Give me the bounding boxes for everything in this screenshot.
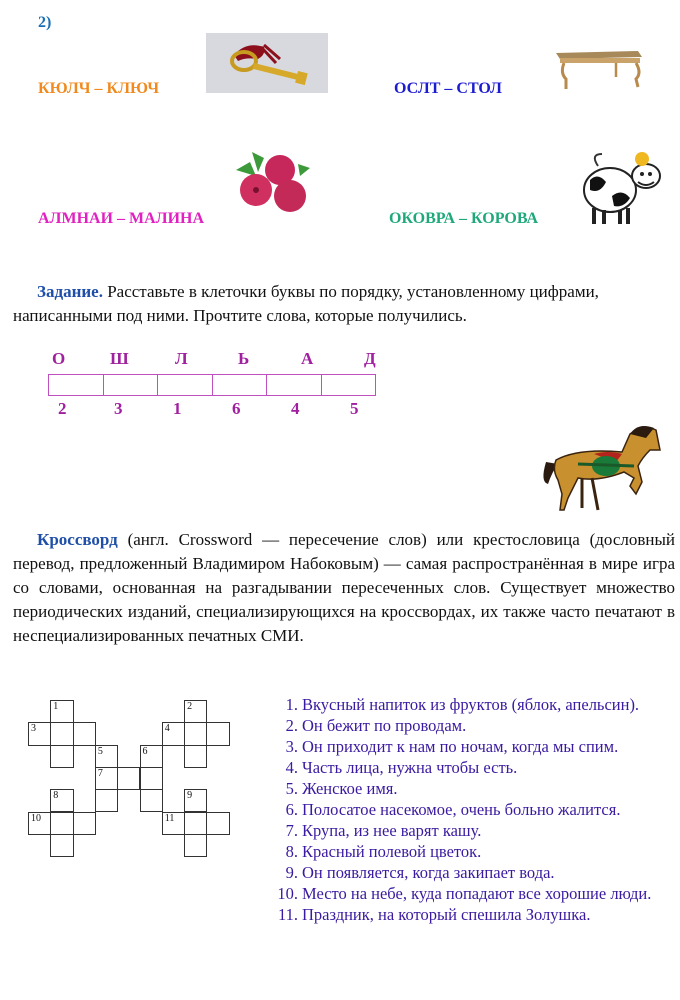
crossword-intro-paragraph [13,528,675,648]
clue-text: Праздник, на который спешила Золушка. [302,905,591,924]
crossword-cell[interactable] [73,812,96,835]
crossword-cell-number: 1 [53,701,59,712]
puzzle-letter: А [301,349,314,368]
clue-item [270,736,670,757]
anagram-pair-cow: ОКОВРА – КОРОВА [389,210,539,227]
puzzle-letter: Д [364,349,376,368]
clue-number: 5. [285,779,298,798]
crossword-cell[interactable] [206,722,229,745]
order-digit: 1 [173,399,182,418]
puzzle-letter: О [52,349,66,368]
clue-number: 4. [285,758,298,777]
crossword-cell-number: 5 [97,745,103,757]
table-icon [552,45,644,95]
puzzle-letter: Ь [238,349,250,368]
clue-text: Он приходит к нам по ночам, когда мы спим. [302,737,619,756]
crossword-cell-number: 4 [164,723,170,735]
anagram-pair-raspberry: АЛМНАИ – МАЛИНА [38,210,205,227]
order-digit: 5 [350,399,359,418]
clue-text: Полосатое насекомое, очень больно жалится. [302,800,621,819]
anagram-pair-key: КЮЛЧ – КЛЮЧ [38,80,160,97]
clue-text: Он появляется, когда закипает вода. [302,863,555,882]
clue-text: Крупа, из нее варят кашу. [302,821,482,840]
crossword-cell[interactable] [50,745,73,768]
crossword-cell[interactable] [50,834,73,857]
crossword-cell[interactable] [140,745,163,768]
crossword-cell[interactable] [184,834,207,857]
anagram-pair-table: ОСЛТ – СТОЛ [394,80,502,97]
crossword-cell-number: 7 [97,767,103,779]
crossword-cell[interactable] [162,812,185,835]
crossword-cell-number: 9 [187,790,193,802]
crossword-cell[interactable] [28,812,51,835]
crossword-cell[interactable] [140,767,163,790]
clue-number: 9. [285,863,298,882]
answer-cell[interactable] [158,375,213,395]
golden-key-icon [206,33,328,93]
clue-text: Женское имя. [302,779,398,798]
crossword-cell[interactable] [95,789,118,812]
task-lead: Задание. [37,282,103,301]
answer-cell[interactable] [104,375,159,395]
clue-item [270,694,670,715]
answer-cell[interactable] [49,375,104,395]
clue-text: Красный полевой цветок. [302,842,482,861]
clue-item [270,715,670,736]
order-digit: 6 [232,399,241,418]
answer-cell[interactable] [213,375,268,395]
order-digit: 2 [58,399,67,418]
clue-list [270,694,670,925]
clue-item [270,841,670,862]
clue-text: Место на небе, куда попадают все хорошие люди. [302,884,652,903]
crossword-cell[interactable] [184,722,207,745]
cow-icon [580,150,666,228]
clue-text: Вкусный напиток из фруктов (яблок, апельсин). [302,695,640,714]
clue-item [270,820,670,841]
clue-item [270,883,670,904]
clue-item [270,862,670,883]
crossword-cell[interactable] [184,745,207,768]
clue-number: 1. [285,695,298,714]
puzzle-letter: Л [175,349,188,368]
crossword-cell[interactable] [184,700,207,723]
crossword-cell[interactable] [50,789,73,812]
clue-number: 8. [285,842,298,861]
clue-text: Он бежит по проводам. [302,716,467,735]
clue-number: 11. [277,905,298,924]
crossword-cell[interactable] [117,767,140,790]
clue-number: 2. [285,716,298,735]
crossword-cell-number: 11 [164,812,175,824]
crossword-cell-number: 10 [31,812,41,824]
crossword-cell[interactable] [95,767,118,790]
answer-cells [48,374,376,396]
clue-text: Часть лица, нужна чтобы есть. [302,758,518,777]
crossword-cell[interactable] [162,722,185,745]
crossword-cell-number: 6 [142,745,148,757]
crossword-cell[interactable] [73,722,96,745]
answer-cell[interactable] [322,375,376,395]
clue-number: 7. [285,821,298,840]
clue-number: 6. [285,800,298,819]
crossword-cell[interactable] [50,700,73,723]
answer-cell[interactable] [267,375,322,395]
crossword-cell-number: 3 [31,723,36,735]
order-digit: 4 [291,399,300,418]
task-paragraph [13,280,669,328]
carousel-horse-icon [538,422,666,514]
clue-item [270,757,670,778]
crossword-cell[interactable] [50,812,73,835]
crossword-cell[interactable] [95,745,118,768]
crossword-cell[interactable] [50,722,73,745]
crossword-cell[interactable] [184,812,207,835]
crossword-cell[interactable] [140,789,163,812]
clue-item [270,778,670,799]
crossword-cell-number: 2 [187,701,193,712]
crossword-cell-number: 8 [53,790,59,802]
clue-item [270,904,670,925]
puzzle-letter: Ш [110,349,129,368]
exercise-number: 2) [38,14,52,31]
raspberry-icon [234,150,314,220]
crossword-cell[interactable] [184,789,207,812]
clue-number: 10. [277,884,298,903]
clue-number: 3. [285,737,298,756]
clue-item [270,799,670,820]
crossword-intro-text: (англ. Crossword — пересечение слов) или крестословица (дословный перевод, предложенный Владимиром Набоковым) — самая распространённая в мире игра со словами, основанная на разгадывании пересеченных слов. Существует множество периодических изданий, специализирующихся на кроссвордах, их также часто печатают в неспециализированных печатных СМИ. [13,530,675,645]
crossword-lead: Кроссворд [37,530,118,549]
order-digit: 3 [114,399,123,418]
crossword-cell[interactable] [28,722,51,745]
crossword-cell[interactable] [206,812,229,835]
task-text: Расставьте в клеточки буквы по порядку, установленному цифрами, написанными под ними. Прочтите слова, которые получились. [13,282,599,325]
